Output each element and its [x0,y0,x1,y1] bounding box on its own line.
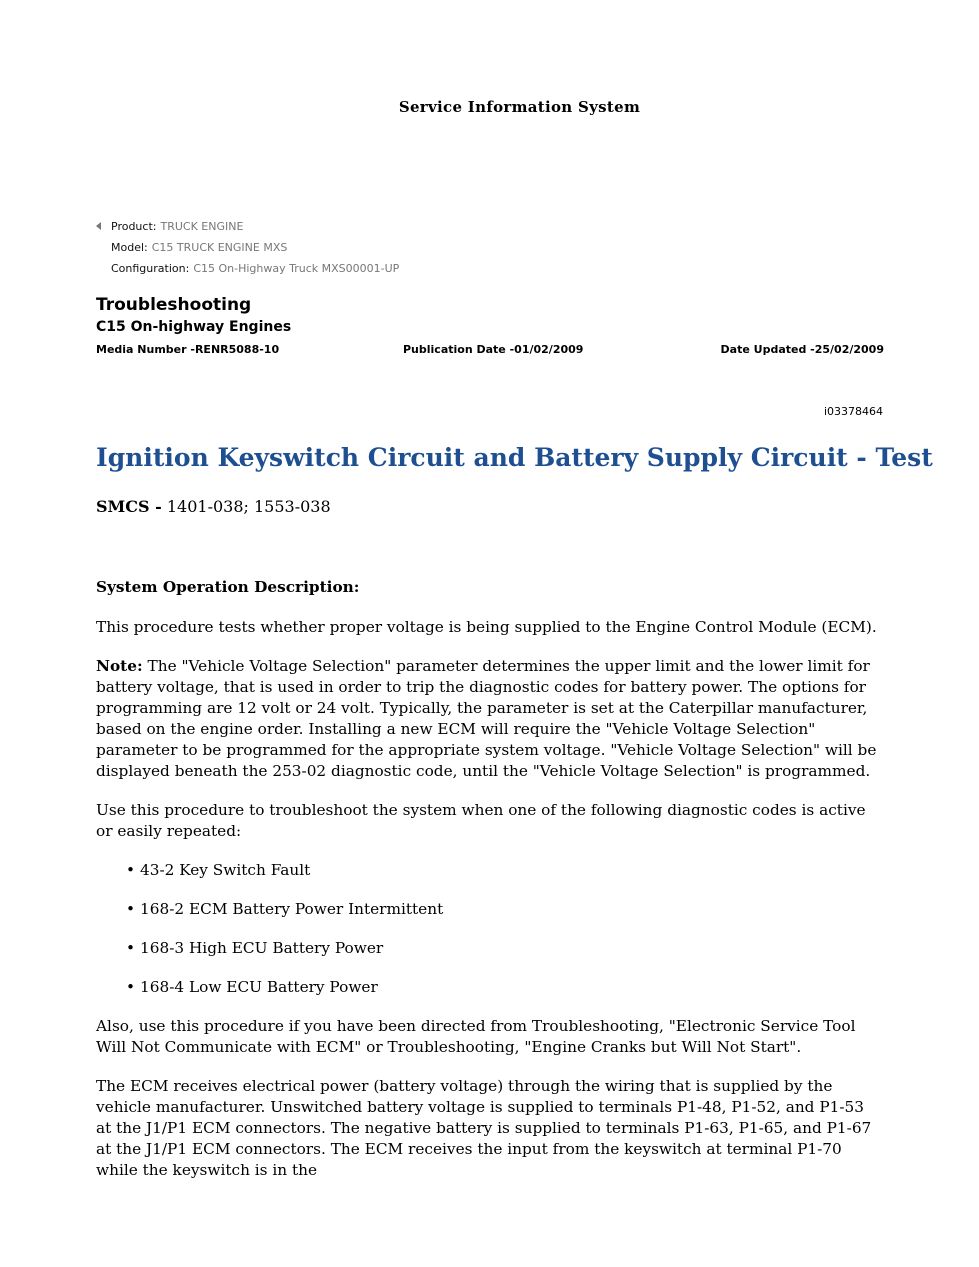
breadcrumb-product[interactable] [96,216,399,237]
configuration-value[interactable]: C15 On-Highway Truck MXS00001-UP [193,262,400,275]
list-item-text: 168-3 High ECU Battery Power [140,939,384,957]
list-item [96,977,884,998]
system-title: Service Information System [398,98,641,116]
publication-date: Publication Date -01/02/2009 [403,343,584,356]
product-value[interactable]: TRUCK ENGINE [160,220,244,233]
section-title: System Operation Description: [96,578,360,596]
smcs-line [96,497,331,516]
bullet: • [126,900,136,918]
breadcrumb-configuration[interactable] [96,258,399,279]
document-subtitle: C15 On-highway Engines [96,319,292,335]
breadcrumb [96,216,399,279]
paragraph-also: Also, use this procedure if you have been directed from Troubleshooting, "Electronic Service Tool Will Not Communicate with ECM" or Troubleshooting, "Engine Cranks but Will Not Start". [96,1017,856,1056]
smcs-label: SMCS - [96,497,162,516]
document-body [96,577,884,1199]
document-id: i03378464 [823,405,883,418]
list-item [96,860,884,881]
note-label: Note: [96,657,143,675]
bullet: • [126,978,136,996]
media-number: Media Number -RENR5088-10 [96,343,280,356]
product-label: Product: [111,220,157,233]
bullet: • [126,939,136,957]
note-text: The "Vehicle Voltage Selection" parameter determines the upper limit and the lower limit for battery voltage, that is used in order to trip the diagnostic codes for battery power. The options for programming are 12 volt or 24 volt. Typically, the parameter is set at the Caterpillar manufacturer, based on the engine order. Installing a new ECM will require the "Vehicle Voltage Selection" parameter to be programmed for the appropriate system voltage. "Vehicle Voltage Selection" will be displayed beneath the 253-02 diagnostic code, until the "Vehicle Voltage Selection" is programmed. [96,657,877,780]
list-item [96,899,884,920]
paragraph-ecm-power: The ECM receives electrical power (battery voltage) through the wiring that is supplied by the vehicle manufacturer. Unswitched battery voltage is supplied to terminals P1-48, P1-52, and P1-53 at the J1/P1 ECM connectors. The negative battery is supplied to terminals P1-63, P1-65, and P1-67 at the J1/P1 ECM connectors. The ECM receives the input from the keyswitch at terminal P1-70 while the keyswitch is in the [96,1077,872,1179]
list-item-text: 168-2 ECM Battery Power Intermittent [140,900,444,918]
bullet: • [126,861,136,879]
model-label: Model: [111,241,148,254]
diagnostic-code-list [96,860,884,998]
list-item [96,938,884,959]
paragraph-usage: Use this procedure to troubleshoot the system when one of the following diagnostic codes is active or easily repeated: [96,801,866,840]
note-paragraph [96,656,884,782]
document-type: Troubleshooting [96,295,252,315]
page-title: Ignition Keyswitch Circuit and Battery Supply Circuit - Test [96,443,933,472]
date-updated: Date Updated -25/02/2009 [720,343,884,356]
list-item-text: 43-2 Key Switch Fault [140,861,311,879]
list-item-text: 168-4 Low ECU Battery Power [140,978,378,996]
configuration-label: Configuration: [111,262,190,275]
back-arrow-icon[interactable] [96,222,101,230]
breadcrumb-model[interactable] [96,237,399,258]
model-value[interactable]: C15 TRUCK ENGINE MXS [151,241,288,254]
smcs-value: 1401-038; 1553-038 [166,497,331,516]
paragraph-intro: This procedure tests whether proper voltage is being supplied to the Engine Control Module (ECM). [96,618,877,636]
